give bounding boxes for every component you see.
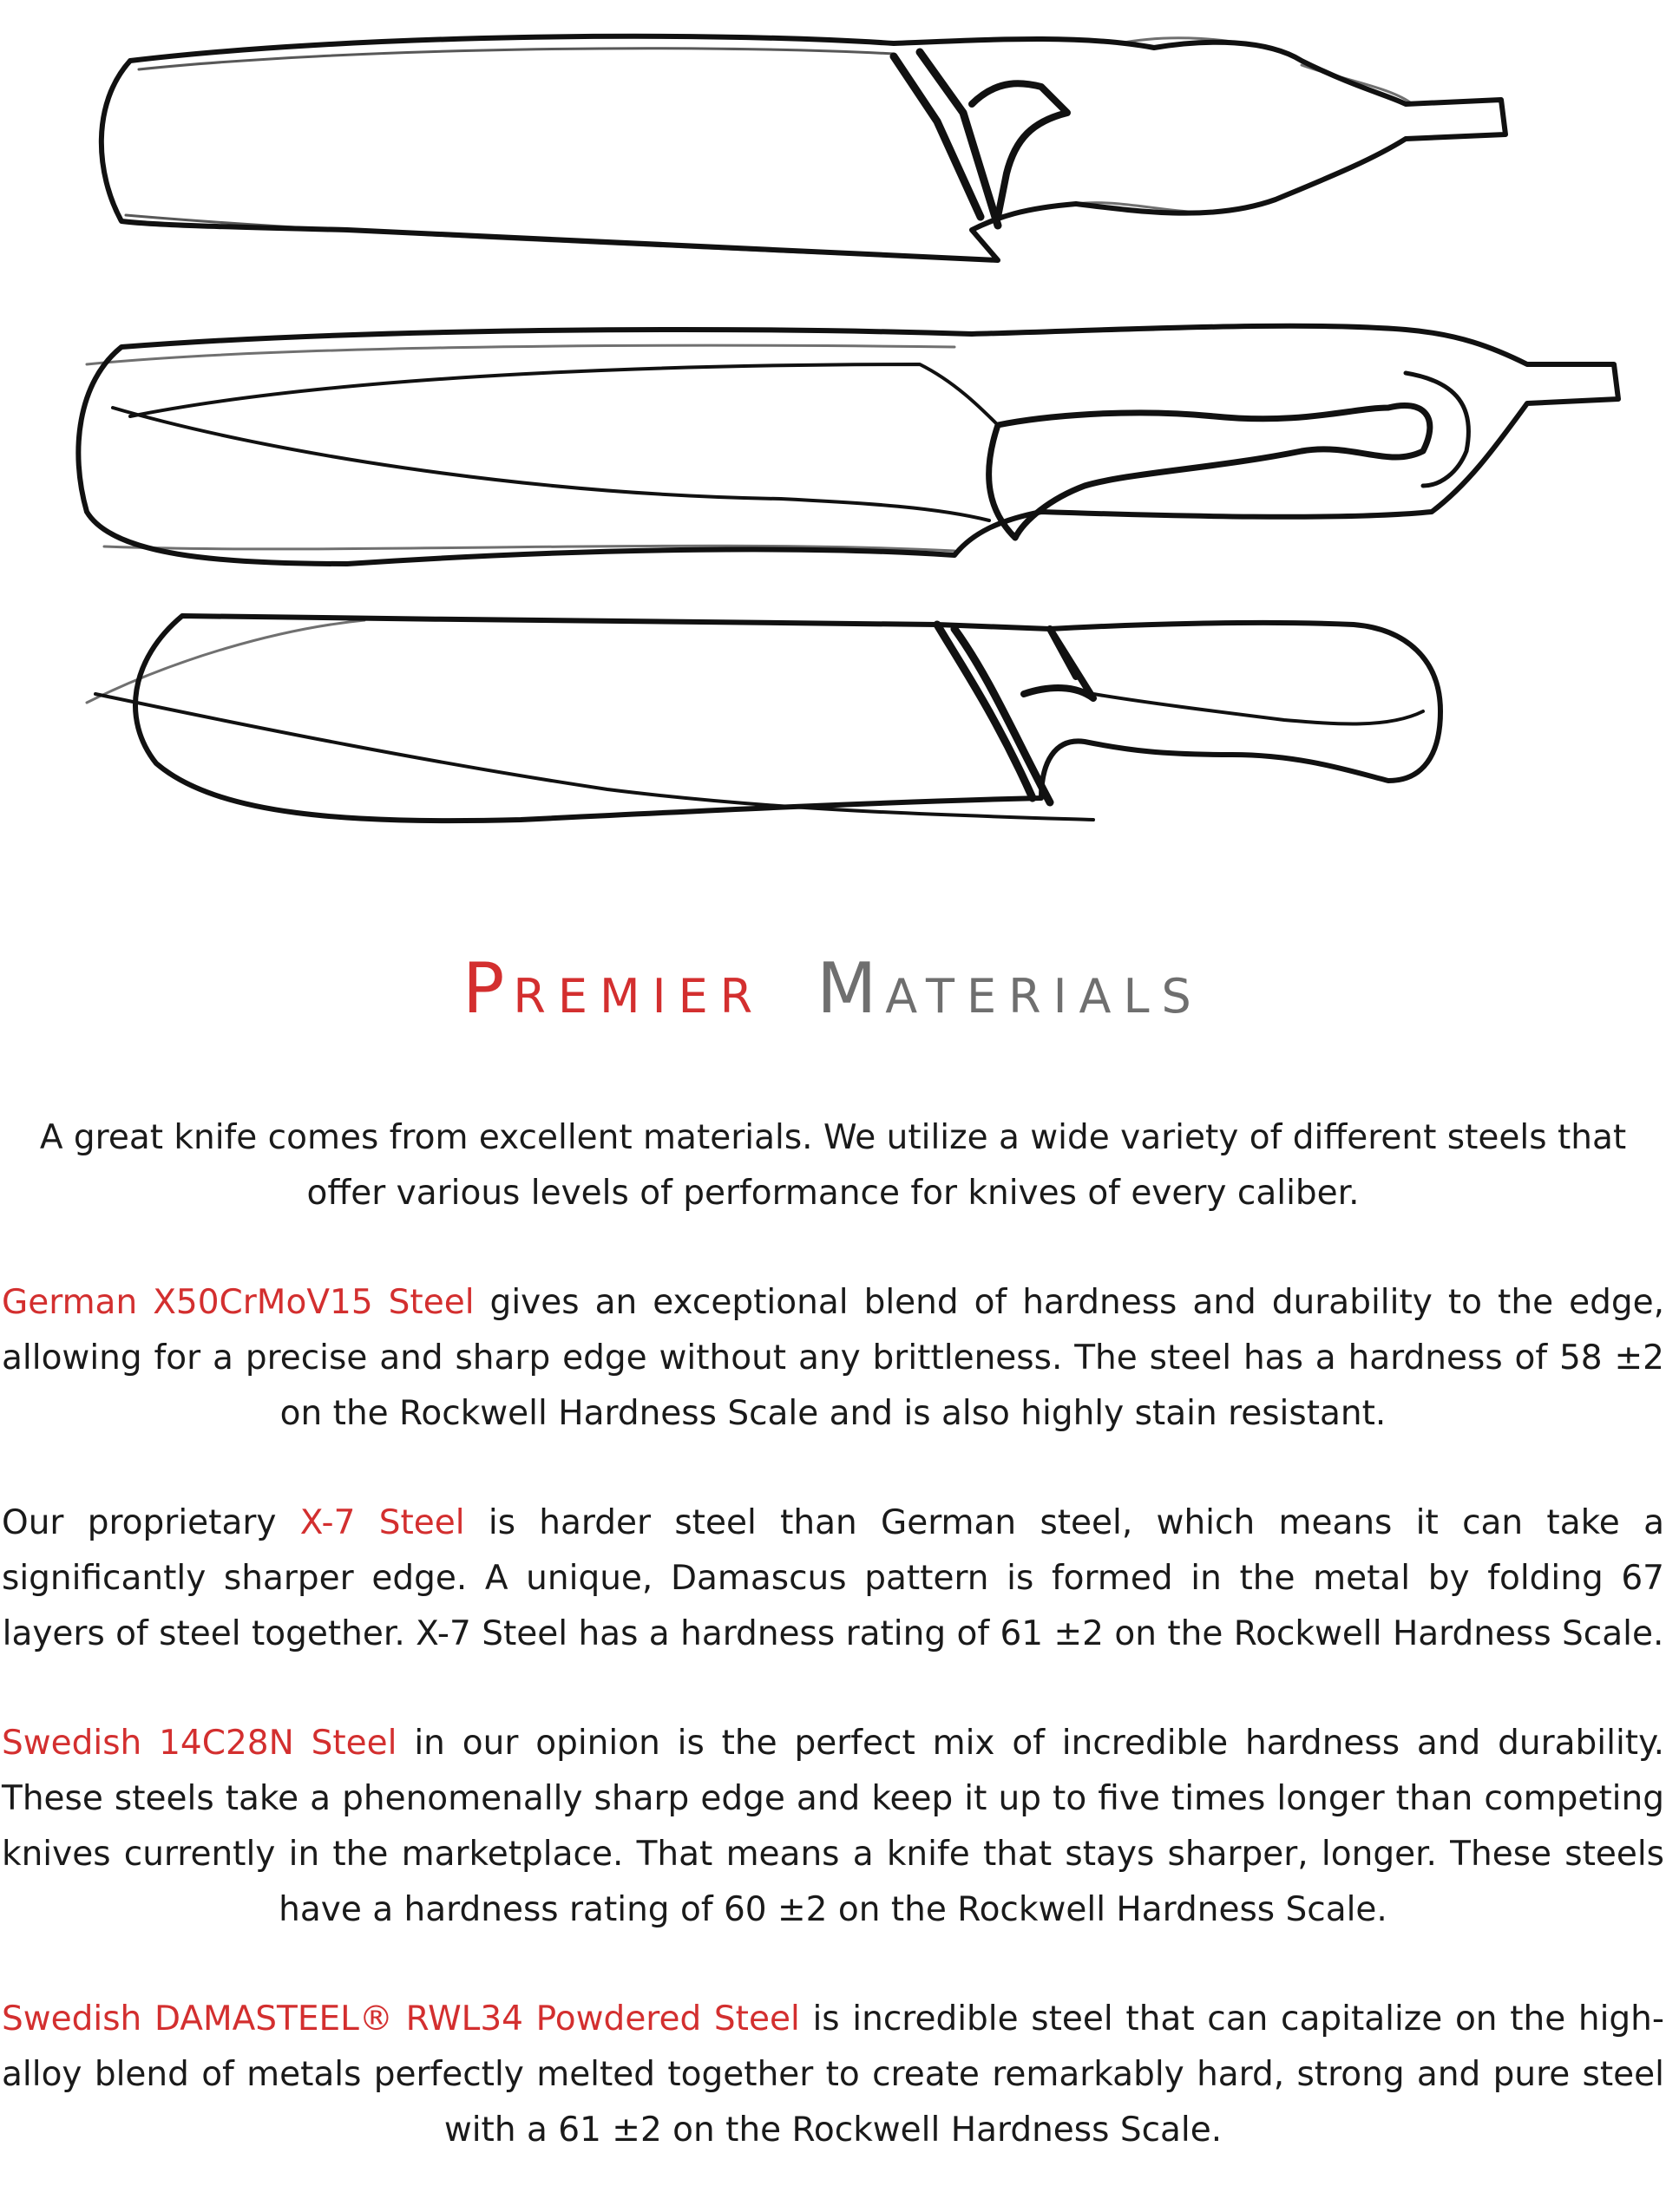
page-title bbox=[0, 948, 1666, 1031]
title-rest-aterials: ATERIALS bbox=[885, 969, 1204, 1024]
title-rest-remier: REMIER bbox=[513, 969, 765, 1024]
german-steel-paragraph bbox=[0, 1275, 1666, 1442]
title-initial-m: M bbox=[817, 948, 886, 1029]
swedish-steel-name: Swedish 14C28N Steel bbox=[2, 1724, 397, 1763]
knife-sketch-middle bbox=[78, 326, 1618, 564]
swedish-steel-text: in our opinion is the perfect mix of incredible hardness and durability. These steels take a phenomenally sharp edge and keep it up to five times longer than competing knives currently in the marketplace. That means a knife that stays sharper, longer. These steels have a hardness rating of 60 ±2 on the Rockwell Hardness Scale. bbox=[2, 1724, 1664, 1929]
x7-steel-name: X-7 Steel bbox=[299, 1503, 465, 1542]
knife-sketch-bottom bbox=[87, 616, 1440, 821]
damasteel-text: is incredible steel that can capitalize on the high-alloy blend of metals perfectly melted together to create remarkably hard, strong and pure steel with a 61 ±2 on the Rockwell Hardness Scale. bbox=[2, 1999, 1664, 2150]
intro-text: A great knife comes from excellent materials. We utilize a wide variety of different steels that offer various levels of performance for knives of every caliber. bbox=[39, 1118, 1627, 1213]
knife-sketch-illustration bbox=[0, 0, 1666, 867]
knife-sketch-top bbox=[102, 36, 1505, 260]
x7-steel-text: is harder steel than German steel, which means it can take a significantly sharper edge. A unique, Damascus pattern is formed in the metal by folding 67 layers of steel together. X-7 Steel has a hardness rating of 61 ±2 on the Rockwell Hardness Scale. bbox=[2, 1503, 1664, 1653]
damasteel-name: Swedish DAMASTEEL® RWL34 Powdered Steel bbox=[2, 1999, 800, 2039]
german-steel-text: gives an exceptional blend of hardness and durability to the edge, allowing for a precise and sharp edge without any brittleness. The steel has a hardness of 58 ±2 on the Rockwell Hardness Scale and is also highly stain resistant. bbox=[2, 1283, 1664, 1433]
x7-steel-prefix: Our proprietary bbox=[2, 1503, 300, 1542]
title-word-materials bbox=[817, 948, 1204, 1029]
german-steel-name: German X50CrMoV15 Steel bbox=[2, 1283, 475, 1322]
damasteel-paragraph bbox=[0, 1992, 1666, 2158]
x7-steel-paragraph bbox=[0, 1495, 1666, 1662]
intro-paragraph bbox=[0, 1110, 1666, 1221]
title-initial-p: P bbox=[462, 948, 514, 1029]
body-text bbox=[0, 1110, 1666, 2212]
title-word-premier bbox=[462, 948, 765, 1029]
swedish-steel-paragraph bbox=[0, 1716, 1666, 1938]
